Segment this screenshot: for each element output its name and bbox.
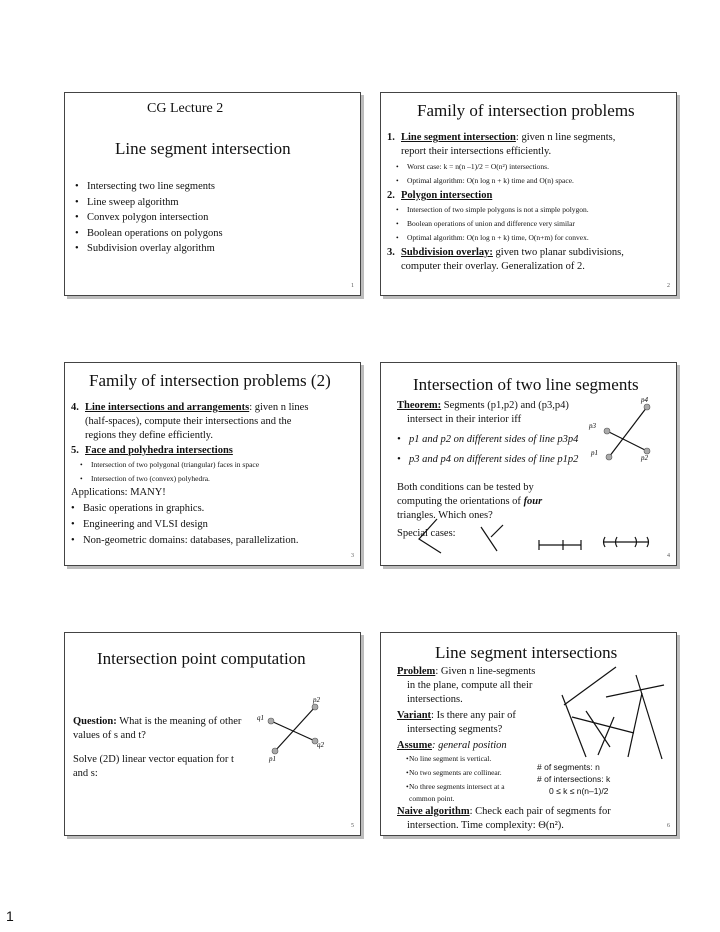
slide-2 bbox=[380, 92, 677, 296]
label-p2: p2 bbox=[313, 696, 320, 704]
intersection-point-diagram bbox=[257, 696, 333, 763]
label-q1: q1 bbox=[257, 714, 264, 722]
page-number: 6 bbox=[667, 823, 670, 829]
list-item: • Intersection of two simple polygons is not a simple polygon. bbox=[387, 204, 672, 216]
page-number: 1 bbox=[351, 283, 354, 289]
segments-diagram bbox=[589, 396, 663, 463]
slide-2-body: 1. Line segment intersection: given n line segments, report their intersections efficiently. • Worst case: k = n(n –1)/2 = O(n²) intersections. • Optimal algorithm: O(n log n + k) time and O(n) space. 2. Polygon intersection • Intersection of two simple polygons is not a simple polygon. • Boolean operations of union and difference very similar • Optimal algorithm: O(n log n + k) time, O(n+m) for convex. 3. Subdivision overlay: given two planar subdivisions, computer their overlay. Generalization of 2. bbox=[387, 131, 672, 274]
slide-5-title: Intersection point computation bbox=[97, 649, 306, 668]
list-item: • Intersecting two line segments bbox=[75, 179, 223, 195]
list-item: • Subdivision overlay algorithm bbox=[75, 241, 223, 257]
list-item: • Convex polygon intersection bbox=[75, 210, 223, 226]
list-item: • Non-geometric domains: databases, parallelization. bbox=[71, 534, 356, 548]
label-p3: p3 bbox=[589, 422, 596, 430]
label-p1: p1 bbox=[269, 755, 276, 763]
list-item: • Optimal algorithm: O(n log n + k) time and O(n) space. bbox=[387, 175, 672, 187]
segments-arrangement-diagram bbox=[556, 663, 666, 763]
slide-3 bbox=[64, 362, 361, 566]
list-item: • p3 and p4 on different sides of line p1p2 bbox=[397, 453, 597, 467]
page-footer-number: 1 bbox=[6, 908, 14, 924]
slide-5 bbox=[64, 632, 361, 836]
list-item: • p1 and p2 on different sides of line p3p4 bbox=[397, 433, 597, 447]
slide-1 bbox=[64, 92, 361, 296]
list-item: • No three segments intersect at a bbox=[397, 781, 557, 793]
list-item: • Boolean operations on polygons bbox=[75, 226, 223, 242]
slide-6-body: Problem: Given n line-segments in the plane, compute all their intersections. Variant: Is there any pair of intersecting segments? Assume: general position • No line segment is vertical. • No two segments are collinear. • No three segments intersect at a common point. bbox=[397, 665, 557, 805]
list-item: • Intersection of two polygonal (triangular) faces in space bbox=[71, 459, 356, 471]
segments-count-note: # of segments: n # of intersections: k 0 ≤ k ≤ n(n–1)/2 bbox=[537, 762, 611, 796]
slide-3-title: Family of intersection problems (2) bbox=[89, 371, 331, 390]
slide-5-question: Question: What is the meaning of other values of s and t? Solve (2D) linear vector equation for t and s: bbox=[73, 716, 242, 779]
slide-3-body: 4. Line intersections and arrangements: given n lines (half-spaces), compute their intersections and the regions they define efficiently. 5. Face and polyhedra intersections • Intersection of two polygonal (triangular) faces in space • Intersection of two (convex) polyhedra. Applications: MANY! • Basic operations in graphics. • Engineering and VLSI design • Non-geometric domains: databases, parallelization. bbox=[71, 401, 356, 548]
slide-4-title: Intersection of two line segments bbox=[413, 375, 639, 394]
label-p2: p2 bbox=[641, 454, 648, 462]
slide-1-title: Line segment intersection bbox=[115, 139, 291, 158]
list-item: • Worst case: k = n(n –1)/2 = O(n²) intersections. bbox=[387, 161, 672, 173]
slide-6-naive: Naive algorithm: Check each pair of segments for intersection. Time complexity: Θ(n²). bbox=[397, 806, 611, 831]
slide-1-lecture-label: CG Lecture 2 bbox=[147, 101, 224, 116]
slide-4 bbox=[380, 362, 677, 566]
list-item: • Intersection of two (convex) polyhedra. bbox=[71, 473, 356, 485]
list-item: • Line sweep algorithm bbox=[75, 195, 223, 211]
list-item: • Basic operations in graphics. bbox=[71, 502, 356, 516]
list-item: • No line segment is vertical. bbox=[397, 753, 557, 765]
list-item: • Optimal algorithm: O(n log n + k) time, O(n+m) for convex. bbox=[387, 232, 672, 244]
page-number: 2 bbox=[667, 283, 670, 289]
slide-6 bbox=[380, 632, 677, 836]
label-p1: p1 bbox=[591, 449, 598, 457]
slide-4-body: Theorem: Segments (p1,p2) and (p3,p4) intersect in their interior iff • p1 and p2 on different sides of line p3p4 • p3 and p4 on different sides of line p1p2 Both conditions can be tested by computing the orientations of four triangles. Which ones? Special cases: bbox=[397, 399, 597, 541]
slide-1-bullets bbox=[75, 179, 223, 257]
page-number: 3 bbox=[351, 553, 354, 559]
label-p4: p4 bbox=[641, 396, 648, 404]
slide-2-title: Family of intersection problems bbox=[417, 101, 635, 120]
list-item: • Engineering and VLSI design bbox=[71, 518, 356, 532]
page-number: 5 bbox=[351, 823, 354, 829]
page-number: 4 bbox=[667, 553, 670, 559]
list-item: • No two segments are collinear. bbox=[397, 767, 557, 779]
label-q2: q2 bbox=[317, 741, 324, 749]
slide-6-title: Line segment intersections bbox=[435, 643, 618, 662]
list-item: • Boolean operations of union and difference very similar bbox=[387, 218, 672, 230]
special-cases-diagram bbox=[391, 513, 661, 563]
